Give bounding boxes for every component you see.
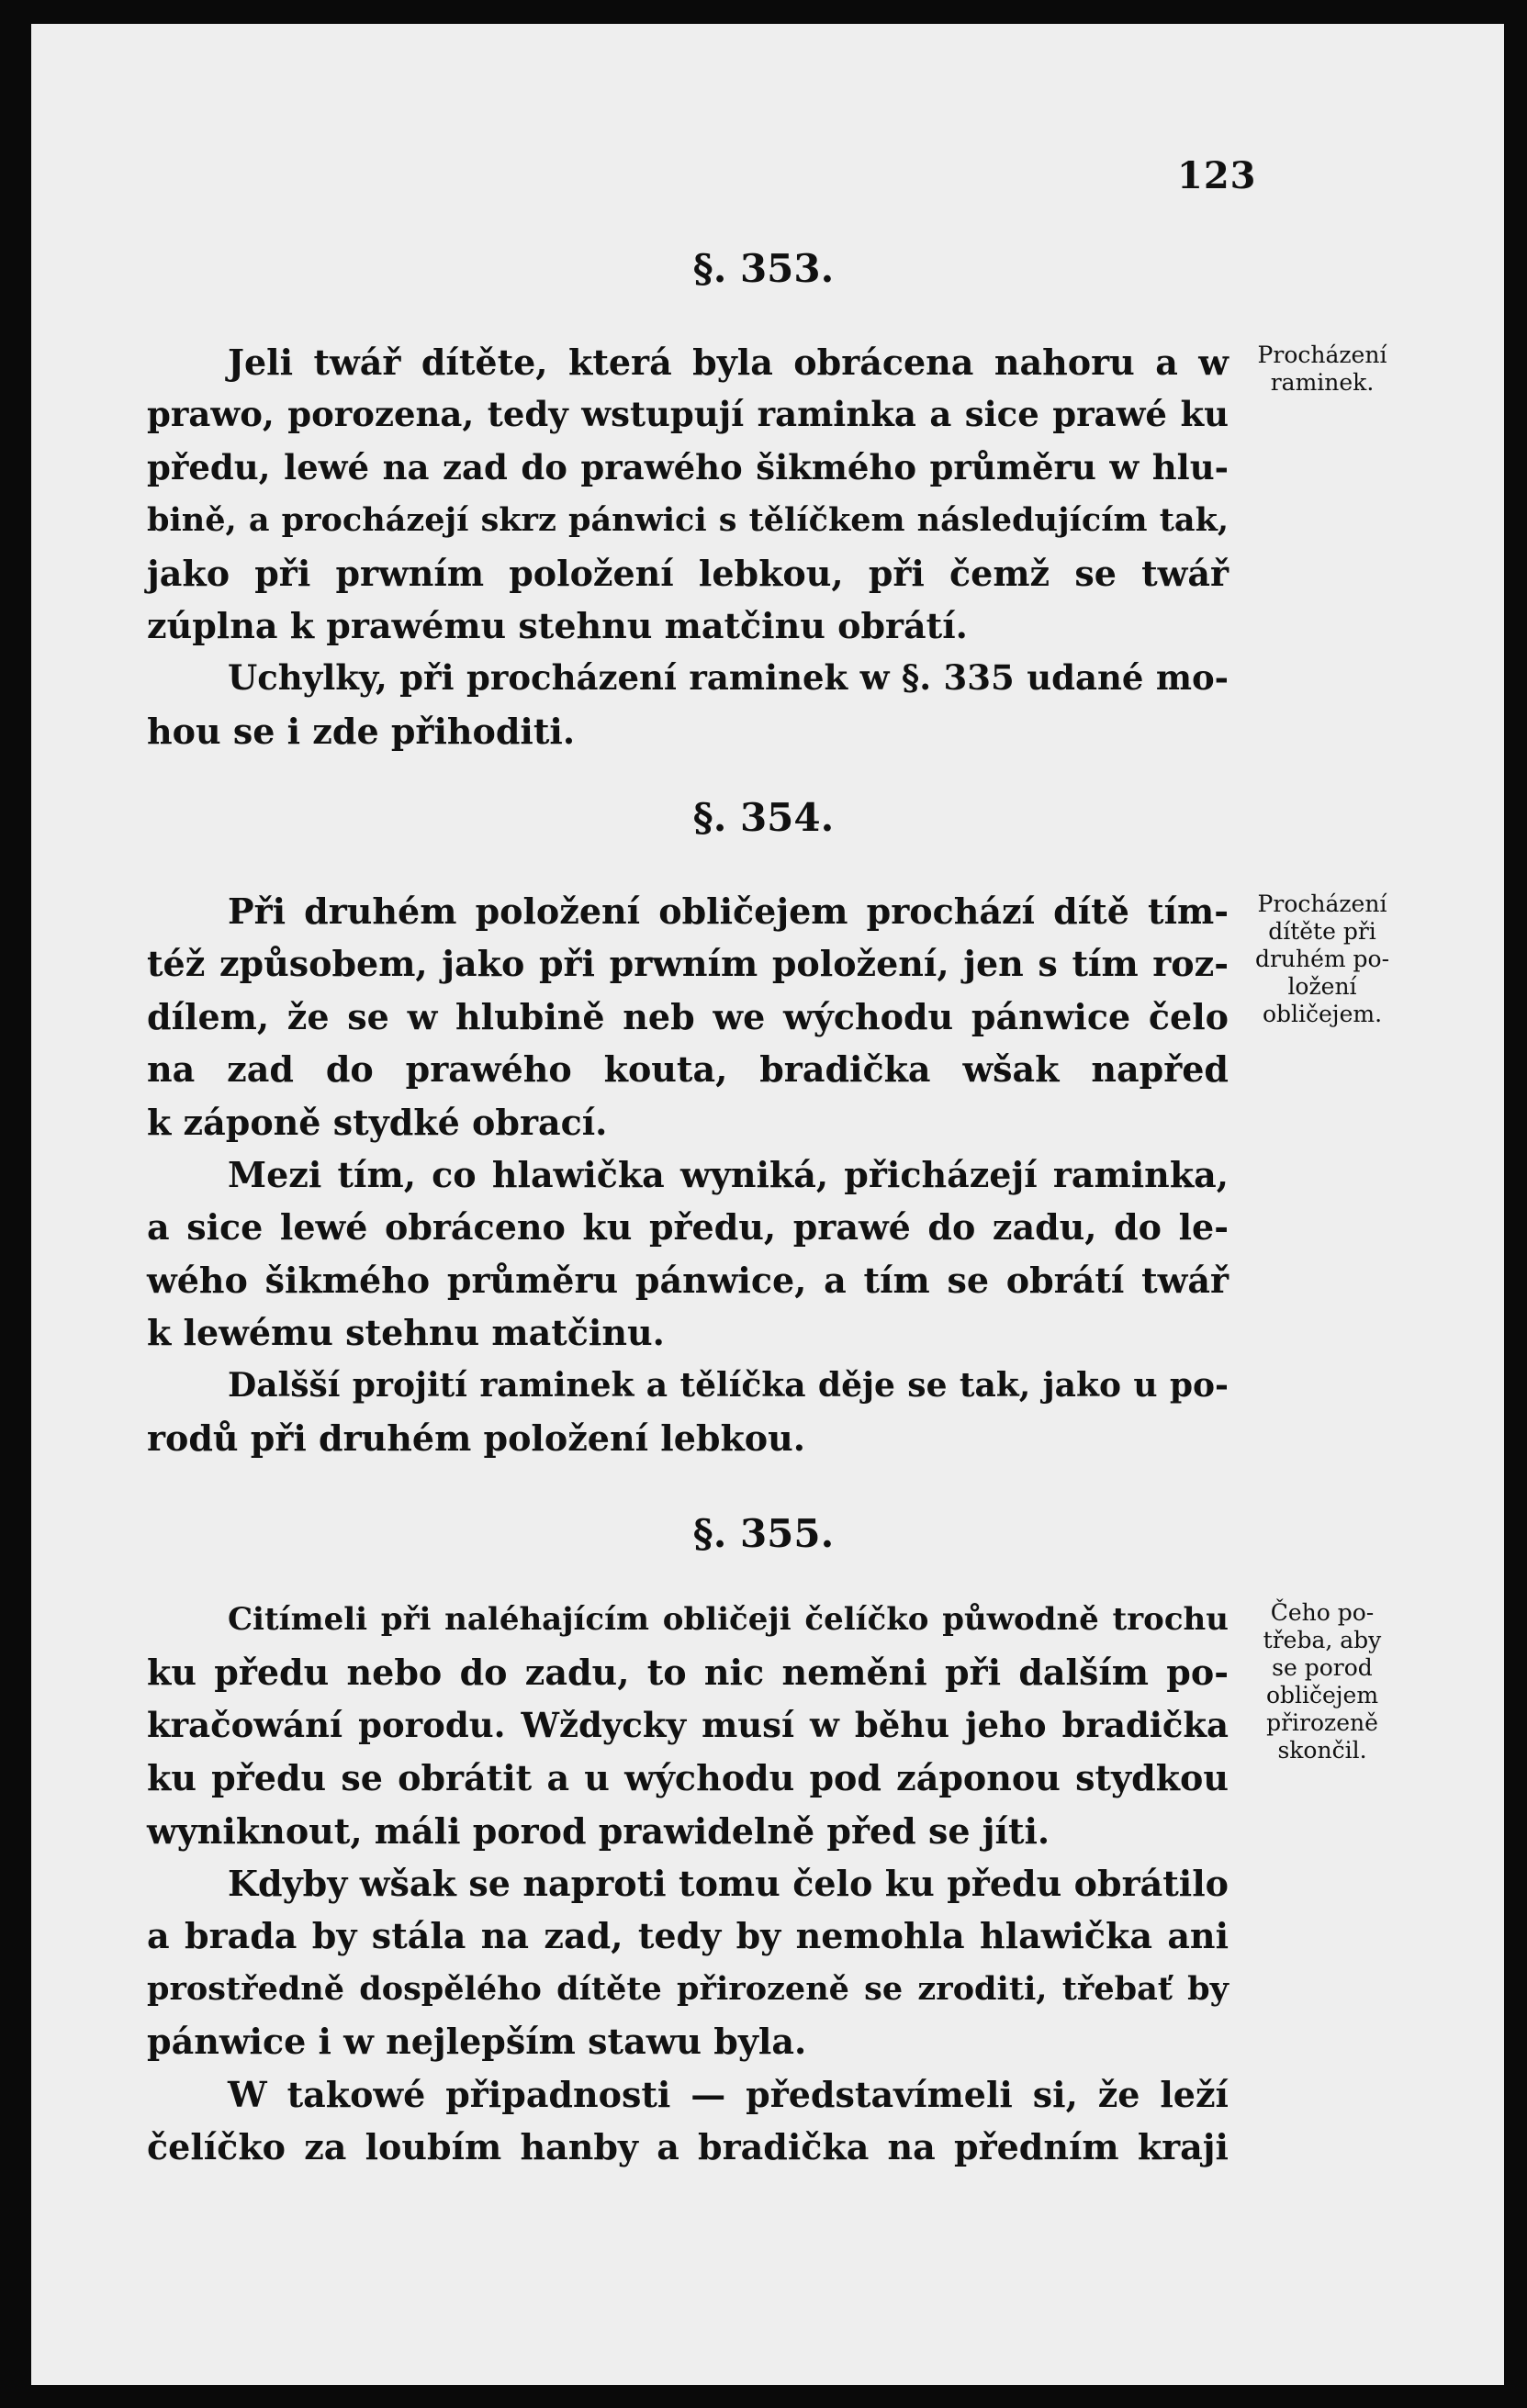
text-line: čelíčko za loubím hanby a bradička na předním kraji — [147, 2125, 1229, 2167]
section-heading-355: §. 355. — [692, 1511, 835, 1556]
margin-note-354 — [1240, 890, 1405, 1028]
text-line: rodů při druhém položení lebkou. — [147, 1417, 805, 1459]
text-line: pánwice i w nejlepším stawu byla. — [147, 2021, 807, 2063]
text-line: zúplna k prawému stehnu matčinu obrátí. — [147, 604, 968, 646]
margin-note-line: obličejem — [1265, 1682, 1379, 1708]
text-line: hou se i zde přihoditi. — [147, 710, 576, 752]
margin-note-line: Procházení — [1257, 890, 1387, 917]
text-line: wého šikmého průměru pánwice, a tím se obrátí twář — [147, 1259, 1229, 1301]
paragraph — [147, 336, 1229, 652]
margin-note-355 — [1240, 1599, 1405, 1764]
text-line: ku předu se obrátit a u wýchodu pod záponou stydkou — [147, 1757, 1229, 1799]
margin-note-line: ložení — [1287, 973, 1357, 1000]
text-line: prawo, porozena, tedy wstupují raminka a sice prawé ku — [147, 394, 1229, 435]
text-line: k lewému stehnu matčinu. — [147, 1312, 665, 1354]
text-line: Mezi tím, co hlawička wyniká, přicházejí raminka, — [228, 1153, 1229, 1195]
section-heading-354: §. 354. — [692, 795, 835, 840]
paragraph — [147, 2068, 1229, 2174]
section-355-text — [147, 1594, 1229, 2173]
margin-note-line: obličejem. — [1262, 1001, 1383, 1027]
paragraph — [147, 1148, 1229, 1360]
text-line: též způsobem, jako při prwním položení, jen s tím roz- — [147, 943, 1229, 985]
text-line: k záponě stydké obrací. — [147, 1101, 608, 1143]
text-line: na zad do prawého kouta, bradička wšak napřed — [147, 1048, 1229, 1091]
text-line: Dalšší projití raminek a tělíčka děje se tak, jako u po- — [228, 1365, 1229, 1405]
text-line: Kdyby wšak se naproti tomu čelo ku předu obrátilo — [228, 1862, 1229, 1904]
text-line: kračowání porodu. Wždycky musí w běhu jeho bradička — [147, 1704, 1229, 1745]
text-line: W takowé připadnosti — představímeli si, že leží — [228, 2073, 1229, 2115]
margin-note-line: třeba, aby — [1263, 1627, 1382, 1653]
text-line: Jeli twář dítěte, která byla obrácena nahoru a w — [228, 342, 1229, 383]
text-line: a brada by stála na zad, tedy by nemohla hlawička ani — [147, 1915, 1229, 1957]
text-line: předu, lewé na zad do prawého šikmého průměru w hlu- — [147, 446, 1229, 487]
margin-note-line: Procházení — [1257, 342, 1387, 368]
text-line: ku předu nebo do zadu, to nic neměni při dalším po- — [147, 1652, 1229, 1694]
text-line: wyniknout, máli porod prawidelně před se jíti. — [147, 1809, 1050, 1852]
margin-note-line: dítěte při — [1268, 918, 1376, 945]
margin-note-line: skončil. — [1277, 1737, 1367, 1764]
margin-note-line: přirozeně — [1266, 1709, 1378, 1736]
margin-note-line: Čeho po- — [1270, 1599, 1375, 1626]
section-354-text — [147, 885, 1229, 1464]
paragraph — [147, 1360, 1229, 1465]
text-line: jako při prwním položení lebkou, při čemž se twář — [147, 552, 1229, 594]
text-line: Při druhém položení obličejem prochází dítě tím- — [228, 890, 1229, 932]
section-heading-353: §. 353. — [692, 246, 835, 291]
paragraph — [147, 885, 1229, 1148]
paragraph — [147, 1857, 1229, 2068]
margin-note-line: se porod — [1272, 1654, 1373, 1681]
text-line: Uchylky, při procházení raminek w §. 335 udané mo- — [228, 657, 1229, 699]
text-line: a sice lewé obráceno ku předu, prawé do zadu, do le- — [147, 1206, 1229, 1249]
paragraph — [147, 1594, 1229, 1857]
text-line: Citímeli při naléhajícím obličeji čelíčko půwodně trochu — [228, 1601, 1229, 1638]
page-number: 123 — [1177, 154, 1257, 197]
text-line: dílem, že se w hlubině neb we wýchodu pánwice čelo — [147, 995, 1229, 1037]
paragraph — [147, 652, 1229, 757]
margin-note-line: druhém po- — [1254, 946, 1390, 972]
margin-note-353 — [1240, 342, 1405, 397]
text-line: prostředně dospělého dítěte přirozeně se zroditi, třebať by — [147, 1969, 1229, 2008]
section-353-text — [147, 336, 1229, 757]
text-line: bině, a procházejí skrz pánwici s tělíčkem následujícím tak, — [147, 501, 1229, 540]
margin-note-line: raminek. — [1270, 369, 1375, 396]
